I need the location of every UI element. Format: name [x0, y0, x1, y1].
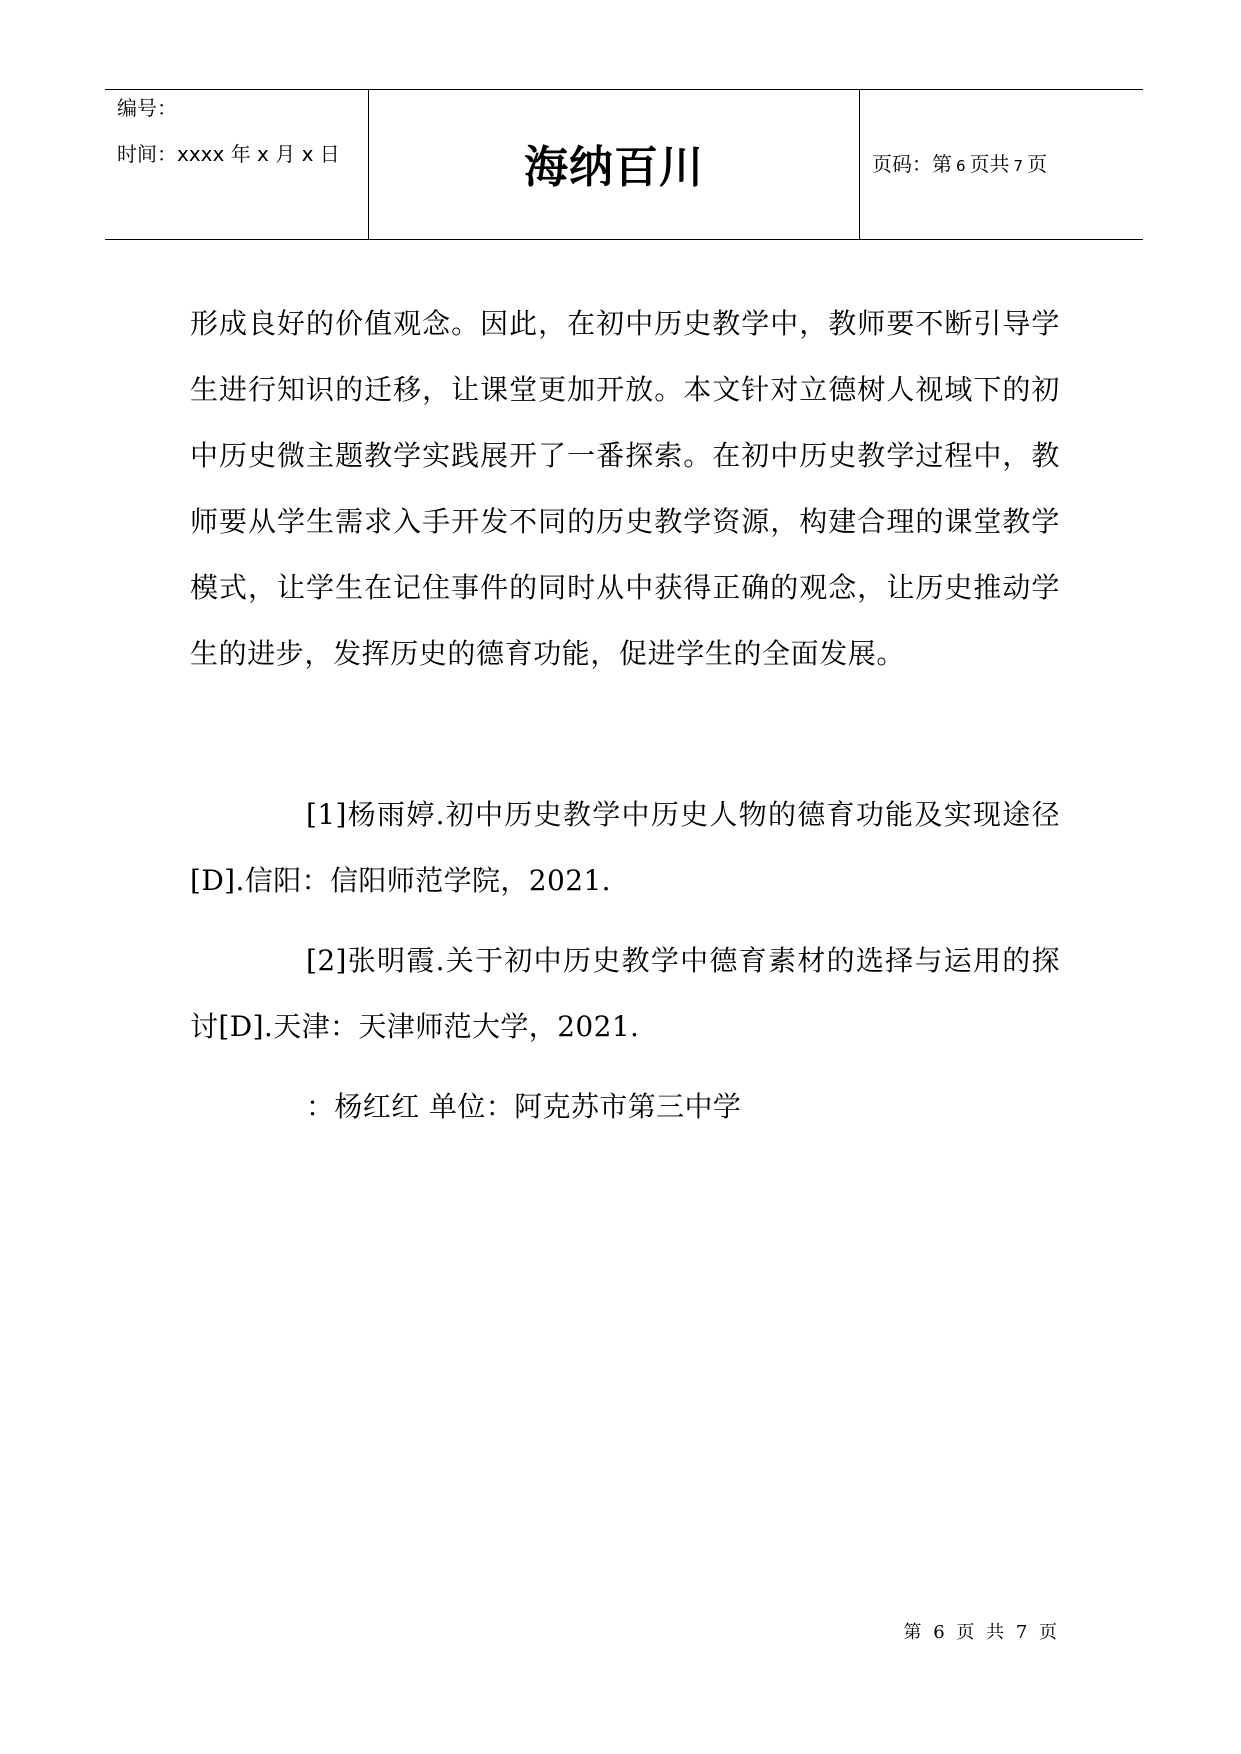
page-footer: 第 6 页 共 7 页 [903, 1622, 1060, 1643]
page-current: 6 [956, 156, 966, 175]
time-label: 时间：xxxx 年 x 月 x 日 [117, 142, 340, 166]
page-code-mid: 页共 [969, 151, 1010, 176]
header-title-cell [369, 90, 860, 239]
page-code [872, 150, 1047, 180]
page-code-prefix: 页码：第 [872, 151, 952, 176]
reference-item: [1]杨雨婷.初中历史教学中历史人物的德育功能及实现途径[D].信阳：信阳师范学院，2021. [190, 798, 1060, 897]
brand-title: 海纳百川 [524, 141, 704, 193]
header-page-cell [860, 90, 1143, 239]
page-code-suffix: 页 [1027, 151, 1048, 176]
reference-item: [2]张明霞.关于初中历史教学中德育素材的选择与运用的探讨[D].天津：天津师范大学，2021. [190, 944, 1060, 1043]
serial-number-label: 编号： [117, 96, 177, 120]
body-paragraph: 形成良好的价值观念。因此，在初中历史教学中，教师要不断引导学生进行知识的迁移，让课堂更加开放。本文针对立德树人视域下的初中历史微主题教学实践展开了一番探索。在初中历史教学过程中，教师要从学生需求入手开发不同的历史教学资源，构建合理的课堂教学模式，让学生在记住事件的同时从中获得正确的观念，让历史推动学生的进步，发挥历史的德育功能，促进学生的全面发展。 [190, 307, 1060, 670]
author-line: ：杨红红 单位：阿克苏市第三中学 [306, 1090, 742, 1123]
document-header [105, 89, 1143, 240]
page-total: 7 [1013, 156, 1024, 175]
header-meta-cell [105, 90, 369, 239]
